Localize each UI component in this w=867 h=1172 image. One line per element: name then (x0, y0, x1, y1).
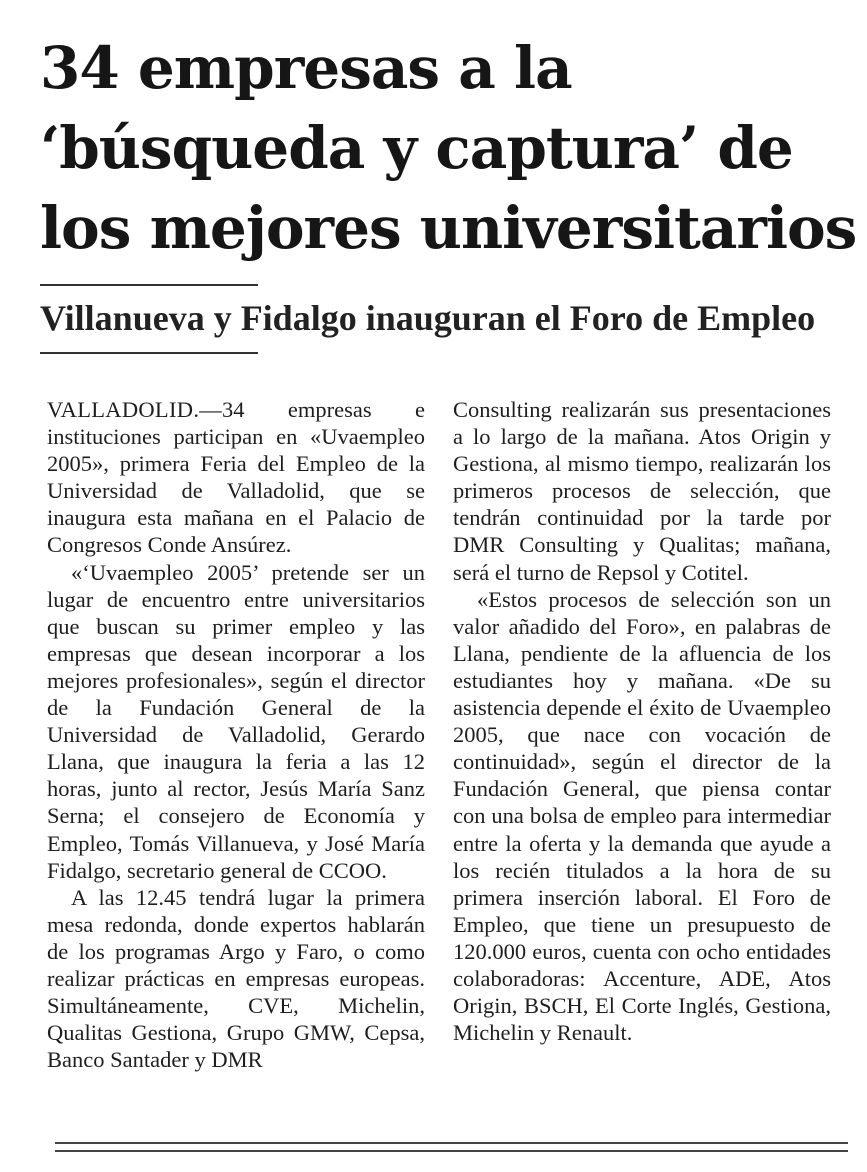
headline-line: ‘búsqueda y captura’ de (40, 114, 793, 182)
paragraph: A las 12.45 tendrá lugar la primera mesa redonda, donde expertos hablarán de los programas Argo y Faro, o como realizar prácticas en empresas europeas. Simultáneamente, CVE, Michelin, Qualitas Gestiona, Grupo GMW, Cepsa, Banco Santader y DMR (47, 884, 425, 1073)
subhead-bottom-rule (40, 352, 258, 354)
paragraph: «‘Uvaempleo 2005’ pretende ser un lugar de encuentro entre universitarios que buscan su primer empleo y las empresas que desean incorporar a los mejores profesionales», según el director de la Fundación General de la Universidad de Valladolid, Gerardo Llana, que inaugura la feria a las 12 horas, junto al rector, Jesús María Sanz Serna; el consejero de Economía y Empleo, Tomás Villanueva, y José María Fidalgo, secretario general de CCOO. (47, 559, 425, 883)
footer-rule (55, 1150, 848, 1152)
left-column (47, 396, 425, 1073)
subheadline: Villanueva y Fidalgo inauguran el Foro de Empleo (40, 298, 816, 338)
paragraph: «Estos procesos de selección son un valor añadido del Foro», en palabras de Llana, pendiente de la afluencia de los estudiantes hoy y mañana. «De su asistencia depende el éxito de Uvaempleo 2005, que nace con vocación de continuidad», según el director de la Fundación General, que piensa contar con una bolsa de empleo para intermediar entre la oferta y la demanda que ayude a los recién titulados a la hora de su primera inserción laboral. El Foro de Empleo, que tiene un presupuesto de 120.000 euros, cuenta con ocho entidades colaboradoras: Accenture, ADE, Atos Origin, BSCH, El Corte Inglés, Gestiona, Michelin y Renault. (453, 586, 831, 1046)
paragraph: Consulting realizarán sus presentaciones a lo largo de la mañana. Atos Origin y Gestiona, al mismo tiempo, realizarán los primeros procesos de selección, que tendrán continuidad por la tarde por DMR Consulting y Qualitas; mañana, será el turno de Repsol y Cotitel. (453, 397, 831, 585)
headline-line: los mejores universitarios (40, 194, 857, 262)
subhead-top-rule (40, 284, 258, 286)
dateline: VALLADOLID.— (47, 397, 223, 422)
headline (40, 28, 857, 268)
paragraph-text: 34 empresas e instituciones participan en «Uvaempleo 2005», primera Feria del Empleo de la Universidad de Valladolid, que se inaugura esta mañana en el Palacio de Congresos Conde Ansúrez. (47, 397, 425, 558)
headline-line: 34 empresas a la (40, 34, 572, 102)
footer-rule (55, 1142, 848, 1144)
right-column (453, 396, 831, 1046)
paragraph (47, 396, 425, 559)
